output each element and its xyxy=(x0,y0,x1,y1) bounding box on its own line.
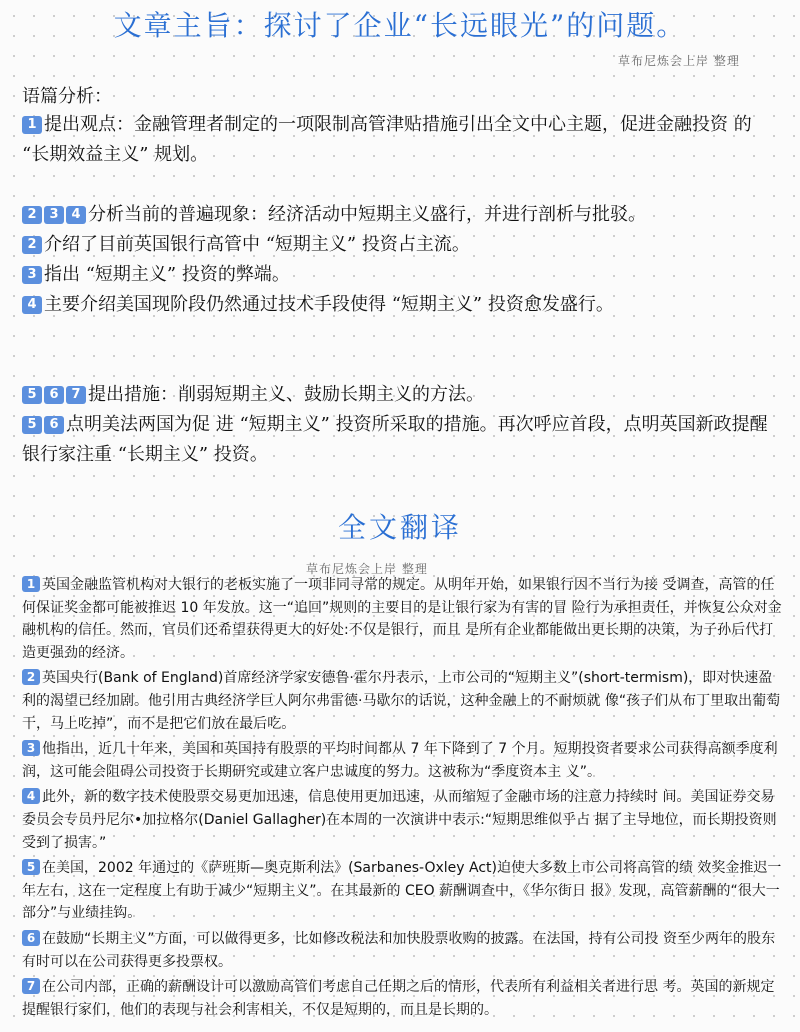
translation-text: 他指出，近几十年来，美国和英国持有股票的平均时间都从 7 年下降到了 7 个月。短期投资者要求公司获得高额季度利润，这可能会阻碍公司投资于长期研究或建立客户忠诚度的努力。这被称为“季度资本主 义”。 xyxy=(22,741,778,780)
analysis-text: 分析当前的普遍现象：经济活动中短期主义盛行，并进行剖析与批驳。 xyxy=(88,204,646,225)
number-badge-icon: 4 xyxy=(22,788,40,804)
number-badge-icon: 4 xyxy=(22,296,42,314)
number-badge-icon: 3 xyxy=(22,266,42,284)
translation-paragraph xyxy=(22,786,782,854)
translation-paragraph xyxy=(22,667,782,735)
translation-title: 全文翻译 xyxy=(337,511,462,544)
analysis-paragraph-3 xyxy=(22,230,784,260)
analysis-text: 点明美法两国为促 进 “短期主义” 投资所采取的措施。再次呼应首段，点明英国新政提醒银行家注重 “长期主义” 投资。 xyxy=(22,414,768,465)
translation-text: 英国央行(Bank of England)首席经济学家安德鲁·霍尔丹表示，上市公司的“短期主义”(short-termism)，即对快速盈利的渴望已经加剧。他引用古典经济学巨人阿尔弗雷德·马歇尔的话说，这种金融上的不耐烦就 像“孩子们从布丁里取出葡萄干，马上吃掉”，而不是把它们放在最后吃。 xyxy=(22,670,781,732)
analysis-text: 提出观点：金融管理者制定的一项限制高管津贴措施引出全文中心主题，促进金融投资 的 “长期效益主义” 规划。 xyxy=(22,114,752,165)
translation-paragraph xyxy=(22,976,782,1021)
number-badge-icon: 1 xyxy=(22,576,40,592)
translation-text: 在鼓励“长期主义”方面，可以做得更多，比如修改税法和加快股票收购的披露。在法国，持有公司投 资至少两年的股东有时可以在公司获得更多投票权。 xyxy=(22,930,775,970)
analysis-paragraph-1 xyxy=(22,110,784,170)
translation-paragraph xyxy=(22,738,782,783)
number-badge-icon: 5 xyxy=(22,859,40,875)
analysis-paragraph-5 xyxy=(22,290,784,320)
translation-text: 在美国，2002 年通过的《萨班斯—奥克斯利法》(Sarbanes-Oxley Act)迫使大多数上市公司将高管的绩 效奖金推迟一年左右，这在一定程度上有助于减少“短期主义”。在其最新的 CEO 薪酬调查中，《华尔街日 报》发现，高管薪酬的“很大一部分”与业绩挂钩。 xyxy=(22,860,782,922)
number-badge-icon: 6 xyxy=(44,416,64,434)
number-badge-icon: 4 xyxy=(66,206,86,224)
number-badge-icon: 2 xyxy=(22,236,42,254)
analysis-paragraph-2 xyxy=(22,200,784,230)
translation-section xyxy=(22,574,782,1024)
number-badge-icon: 5 xyxy=(22,386,42,404)
translation-paragraph xyxy=(22,857,782,925)
analysis-paragraph-6 xyxy=(22,380,784,410)
watermark-middle: 草布尼炼会上岸 整理 xyxy=(306,562,428,576)
number-badge-icon: 2 xyxy=(22,669,40,685)
analysis-text: 主要介绍美国现阶段仍然通过技术手段使得 “短期主义” 投资愈发盛行。 xyxy=(44,294,614,315)
number-badge-icon: 2 xyxy=(22,206,42,224)
analysis-paragraph-4 xyxy=(22,260,784,290)
number-badge-icon: 7 xyxy=(22,978,40,994)
translation-text: 英国金融监管机构对大银行的老板实施了一项非同寻常的规定。从明年开始，如果银行因不当行为接 受调查，高管的任何保证奖金都可能被推迟 10 年发放。这一“追回”规则的主要目的是让银行家为有害的冒 险行为承担责任，并恢复公众对金融机构的信任。然而，官员们还希望获得更大的好处:不仅是银行，而且 是所有企业都能做出更长期的决策，为子孙后代打造更强劲的经济。 xyxy=(22,577,782,661)
watermark-top: 草布尼炼会上岸 整理 xyxy=(618,54,740,68)
analysis-paragraph-7 xyxy=(22,410,784,470)
translation-text: 此外，新的数字技术使股票交易更加迅速，信息使用更加迅速，从而缩短了金融市场的注意力持续时 间。美国证券交易委员会专员丹尼尔•加拉格尔(Daniel Gallagher)在本周的一次演讲中表示:“短期思维似乎占 据了主导地位，而长期投资则受到了损害。” xyxy=(22,789,777,851)
number-badge-icon: 6 xyxy=(22,930,40,946)
translation-paragraph xyxy=(22,928,782,973)
number-badge-icon: 6 xyxy=(44,386,64,404)
analysis-text: 介绍了目前英国银行高管中 “短期主义” 投资占主流。 xyxy=(44,234,470,255)
analysis-label: 语篇分析： xyxy=(22,86,112,107)
number-badge-icon: 7 xyxy=(66,386,86,404)
analysis-block-3 xyxy=(22,380,784,470)
translation-paragraph xyxy=(22,574,782,664)
number-badge-icon: 1 xyxy=(22,116,42,134)
article-theme-title: 文章主旨：探讨了企业“长远眼光”的问题。 xyxy=(113,9,687,42)
analysis-block-2 xyxy=(22,200,784,320)
number-badge-icon: 5 xyxy=(22,416,42,434)
number-badge-icon: 3 xyxy=(44,206,64,224)
translation-text: 在公司内部，正确的薪酬设计可以激励高管们考虑自己任期之后的情形，代表所有利益相关者进行思 考。英国的新规定提醒银行家们，他们的表现与社会利害相关，不仅是短期的，而且是长期的。 xyxy=(22,979,775,1018)
analysis-text: 提出措施：削弱短期主义、鼓励长期主义的方法。 xyxy=(88,384,484,405)
analysis-text: 指出 “短期主义” 投资的弊端。 xyxy=(44,264,290,285)
number-badge-icon: 3 xyxy=(22,740,40,756)
analysis-block-1 xyxy=(22,110,784,170)
analysis-heading xyxy=(22,82,784,112)
